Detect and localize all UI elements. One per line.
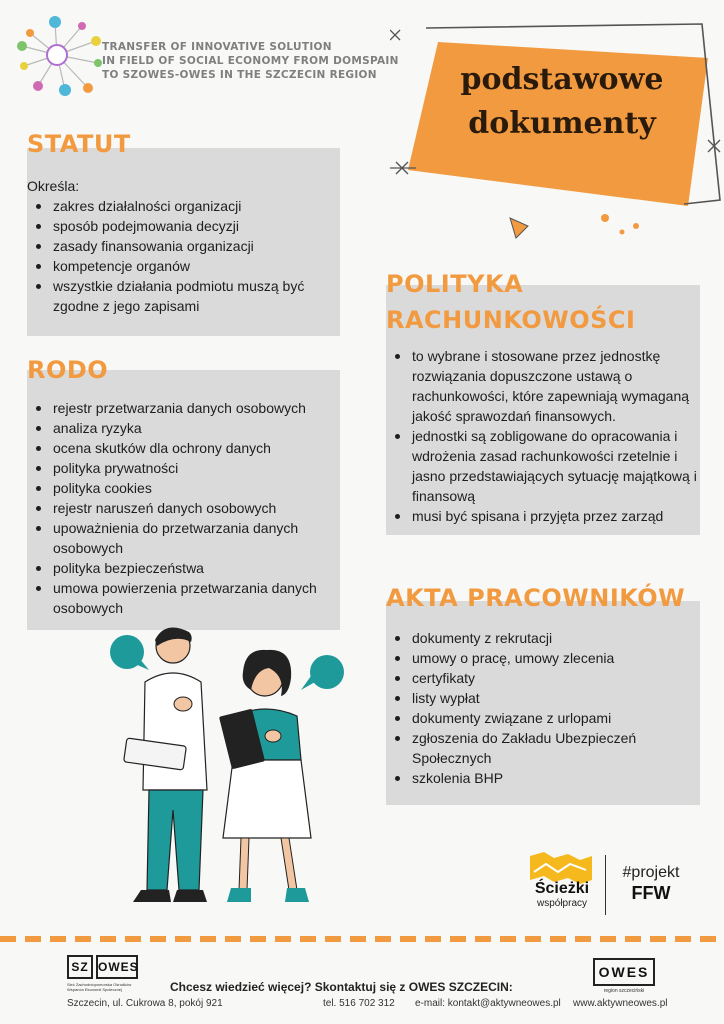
- list-item: wszystkie działania podmiotu muszą być zgodne z jego zapisami: [27, 276, 340, 316]
- projekt-ffw-line2: FFW: [631, 883, 671, 903]
- polityka-heading: [386, 266, 635, 338]
- sciezki-logo: [528, 880, 596, 910]
- footer-cta: Chcesz wiedzieć więcej? Skontaktuj się z OWES SZCZECIN:: [170, 980, 513, 994]
- statut-lead: Określa:: [27, 178, 80, 194]
- banner-title-line: podstawowe: [460, 62, 664, 97]
- sciezki-logo-subtitle: współpracy: [536, 898, 588, 909]
- szowes-logo-box-b: OWES: [96, 955, 138, 979]
- project-title-line: IN FIELD OF SOCIAL ECONOMY FROM DOMSPAIN: [102, 55, 399, 67]
- list-item: jednostki są zobligowane do opracowania i wdrożenia zasad rachunkowości rzetelnie i jasno przedstawiających sytuację majątkową i finansową: [386, 426, 698, 506]
- logo-divider: [605, 855, 606, 915]
- list-item: sposób podejmowania decyzji: [27, 216, 340, 236]
- project-title: [102, 40, 412, 82]
- projekt-ffw-logo: [616, 864, 686, 904]
- list-item: zakres działalności organizacji: [27, 196, 340, 216]
- akta-heading: AKTA PRACOWNIKÓW: [386, 584, 686, 612]
- polityka-heading-line: RACHUNKOWOŚCI: [386, 306, 636, 334]
- list-item: polityka prywatności: [27, 458, 340, 478]
- statut-list: [27, 196, 340, 316]
- list-item: dokumenty z rekrutacji: [386, 628, 698, 648]
- list-item: szkolenia BHP: [386, 768, 698, 788]
- footer-dashed-divider: [0, 936, 724, 942]
- list-item: musi być spisana i przyjęta przez zarząd: [386, 506, 698, 526]
- list-item: certyfikaty: [386, 668, 698, 688]
- list-item: analiza ryzyka: [27, 418, 340, 438]
- szowes-logo-box-a: SZ: [67, 955, 93, 979]
- statut-heading: STATUT: [27, 130, 131, 158]
- polityka-content: [386, 346, 698, 526]
- owes-logo-box: OWES: [593, 958, 655, 986]
- list-item: listy wypłat: [386, 688, 698, 708]
- projekt-ffw-line1: #projekt: [622, 864, 680, 881]
- list-item: zgłoszenia do Zakładu Ubezpieczeń Społecznych: [386, 728, 698, 768]
- list-item: umowy o pracę, umowy zlecenia: [386, 648, 698, 668]
- list-item: rejestr przetwarzania danych osobowych: [27, 398, 340, 418]
- people-illustration: [105, 620, 355, 920]
- list-item: ocena skutków dla ochrony danych: [27, 438, 340, 458]
- list-item: polityka bezpieczeństwa: [27, 558, 340, 578]
- owes-logo-caption: region szczeciński: [603, 988, 645, 994]
- project-title-line: TRANSFER OF INNOVATIVE SOLUTION: [102, 41, 332, 53]
- sciezki-logo-title: Ścieżki: [534, 880, 590, 897]
- rodo-heading: RODO: [27, 356, 109, 384]
- list-item: kompetencje organów: [27, 256, 340, 276]
- list-item: rejestr naruszeń danych osobowych: [27, 498, 340, 518]
- banner-title: [432, 58, 692, 146]
- banner-title-line: dokumenty: [468, 106, 656, 141]
- footer-email[interactable]: e-mail: kontakt@aktywneowes.pl: [415, 998, 561, 1009]
- szowes-logo: [67, 955, 139, 992]
- footer-website[interactable]: www.aktywneowes.pl: [573, 998, 668, 1009]
- project-logo-icon: [10, 8, 105, 103]
- rodo-list: [27, 398, 340, 618]
- list-item: to wybrane i stosowane przez jednostkę rozwiązania dopuszczone ustawą o rachunkowości, które zapewniają wymaganą jakość sprawozdań finansowych.: [386, 346, 698, 426]
- footer-address: Szczecin, ul. Cukrowa 8, pokój 921: [67, 998, 223, 1009]
- list-item: dokumenty związane z urlopami: [386, 708, 698, 728]
- list-item: umowa powierzenia przetwarzania danych osobowych: [27, 578, 340, 618]
- footer-phone: tel. 516 702 312: [323, 998, 395, 1009]
- akta-list: [386, 628, 698, 788]
- akta-content: [386, 628, 698, 788]
- szowes-logo-caption: Sieć Zachodniopomorska Ośrodków Wsparcia Ekonomii Społecznej: [67, 982, 132, 992]
- list-item: upoważnienia do przetwarzania danych osobowych: [27, 518, 340, 558]
- polityka-heading-line: POLITYKA: [386, 270, 524, 298]
- polityka-list: [386, 346, 698, 526]
- project-title-line: TO SZOWES-OWES IN THE SZCZECIN REGION: [102, 69, 377, 81]
- statut-content: [27, 176, 340, 316]
- owes-logo: [593, 958, 655, 994]
- list-item: zasady finansowania organizacji: [27, 236, 340, 256]
- rodo-content: [27, 398, 340, 618]
- list-item: polityka cookies: [27, 478, 340, 498]
